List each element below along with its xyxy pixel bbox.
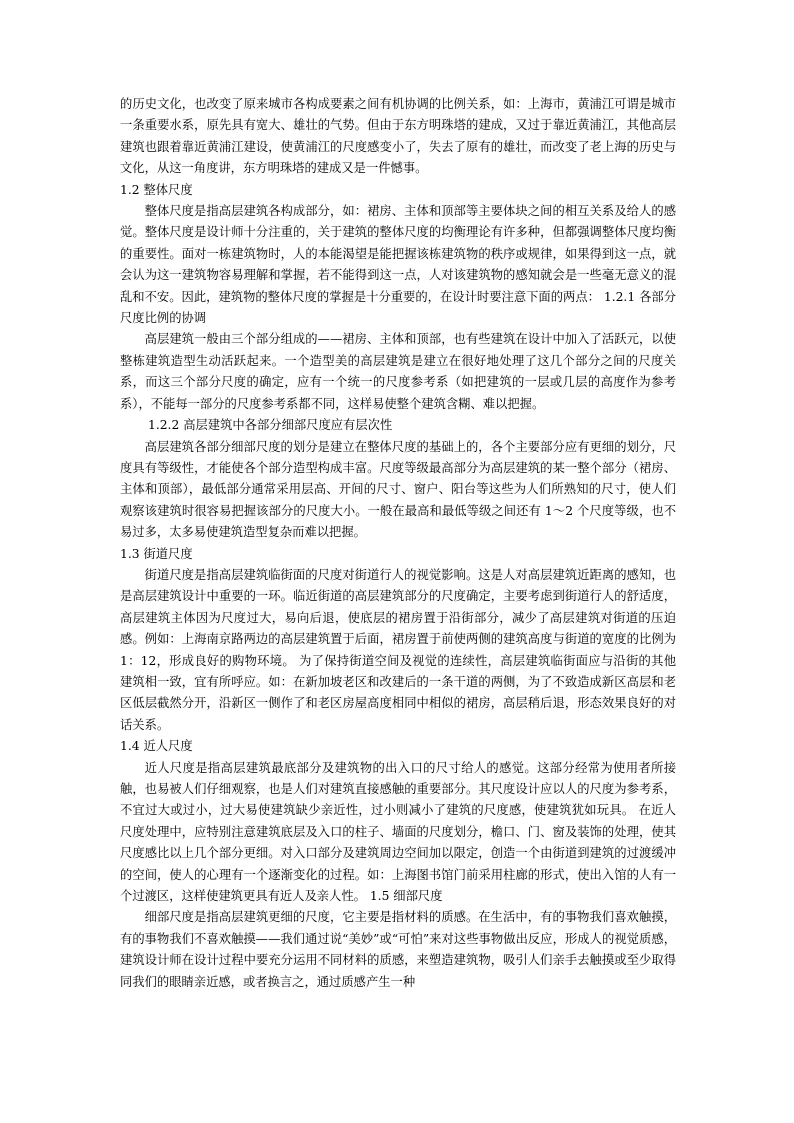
intro-paragraph: 的历史文化，也改变了原来城市各构成要素之间有机协调的比例关系，如：上海市，黄浦江可谓是城市一条重要水系，原先具有宽大、雄壮的气势。但由于东方明珠塔的建成，又过于靠近黄浦江，其他高层建筑也跟着靠近黄浦江建设，使黄浦江的尺度感变小了，失去了原有的雄壮，而改变了老上海的历史与文化，从这一角度讲，东方明珠塔的建成又是一件憾事。 — [120, 97, 676, 176]
detail-hierarchy-paragraph: 高层建筑各部分细部尺度的划分是建立在整体尺度的基础上的，各个主要部分应有更细的划分，尺度具有等级性，才能使各个部分造型构成丰富。尺度等级最高部分为高层建筑的某一整个部分（裙房、主体和顶部），最低部分通常采用层高、开间的尺寸、窗户、阳台等这些为人们所熟知的尺寸，使人们观察该建筑时很容易把握该部分的尺度大小。一般在最高和最低等级之间还有 1～2 个尺度等级，也不易过多，太多易使建筑造型复杂而难以把握。 — [120, 439, 676, 540]
section-heading-1-2: 1.2 整体尺度 — [120, 182, 193, 197]
street-scale-paragraph: 街道尺度是指高层建筑临街面的尺度对街道行人的视觉影响。这是人对高层建筑近距离的感知，也是高层建筑设计中重要的一环。临近街道的高层建筑部分的尺度确定，主要考虑到街道行人的舒适度，高层建筑主体因为尺度过大，易向后退，使底层的裙房置于沿街部分，减少了高层建筑对街道的压迫感。例如：上海南京路两边的高层建筑置于后面，裙房置于前使两侧的建筑高度与街道的宽度的比例为 1：12，形成良好的购物环境。 为了保持街道空间及视觉的连续性，高层建筑临街面应与沿街的其他建筑相一致，宜有所呼应。如：在新加坡老区和改建后的一条干道的两侧，为了不致造成新区高层和老区低层截然分开，沿新区一侧作了和老区房屋高度相同中相似的裙房，高层稍后退，形态效果良好的对话关系。 — [120, 567, 676, 732]
document-page — [120, 94, 676, 993]
proportion-coordination-paragraph: 高层建筑一般由三个部分组成的——裙房、主体和顶部，也有些建筑在设计中加入了活跃元，以使整栋建筑造型生动活跃起来。一个造型美的高层建筑是建立在很好地处理了这几个部分之间的尺度关系，而这三个部分尺度的确定，应有一个统一的尺度参考系（如把建筑的一层或几层的高度作为参考系），不能每一部分的尺度参考系都不同，这样易使整个建筑含糊、难以把握。 — [120, 332, 676, 411]
section-heading-1-4: 1.4 近人尺度 — [120, 739, 193, 754]
human-scale-paragraph: 近人尺度是指高层建筑最底部分及建筑物的出入口的尺寸给人的感觉。这部分经常为使用者所接触，也易被人们仔细观察，也是人们对建筑直接感触的重要部分。其尺度设计应以人的尺度为参考系，不宜过大或过小，过大易使建筑缺少亲近性，过小则减小了建筑的尺度感，使建筑犹如玩具。 在近人尺度处理中，应特别注意建筑底层及入口的柱子、墙面的尺度划分，檐口、门、窗及装饰的处理，使其尺度感比以上几个部分更细。对入口部分及建筑周边空间加以限定，创造一个由街道到建筑的过渡缓冲的空间，使人的心理有一个逐渐变化的过程。如：上海图书馆门前采用柱廊的形式，使出入馆的人有一个过渡区，这样使建筑更具有近人及亲人性。 1.5 细部尺度 — [120, 760, 676, 904]
detail-scale-paragraph: 细部尺度是指高层建筑更细的尺度，它主要是指材料的质感。在生活中，有的事物我们喜欢触摸，有的事物我们不喜欢触摸——我们通过说“美妙”或“可怕”来对这些事物做出反应，形成人的视觉质感，建筑设计师在设计过程中要充分运用不同材料的质感，来塑造建筑物，吸引人们亲手去触摸或至少取得同我们的眼睛亲近感，或者换言之，通过质感产生一种 — [120, 910, 676, 989]
section-heading-1-3: 1.3 街道尺度 — [120, 546, 193, 561]
overall-scale-paragraph: 整体尺度是指高层建筑各构成部分，如：裙房、主体和顶部等主要体块之间的相互关系及给人的感觉。整体尺度是设计师十分注重的，关于建筑的整体尺度的均衡理论有许多种，但都强调整体尺度均衡的重要性。面对一栋建筑物时，人的本能渴望是能把握该栋建筑物的秩序或规律，如果得到这一点，就会认为这一建筑物容易理解和掌握，若不能得到这一点，人对该建筑物的感知就会是一些毫无意义的混乱和不安。因此，建筑物的整体尺度的掌握是十分重要的，在设计时要注意下面的两点： 1.2.1 各部分尺度比例的协调 — [120, 204, 676, 326]
section-heading-1-2-2: 1.2.2 高层建筑中各部分细部尺度应有层次性 — [148, 418, 393, 433]
